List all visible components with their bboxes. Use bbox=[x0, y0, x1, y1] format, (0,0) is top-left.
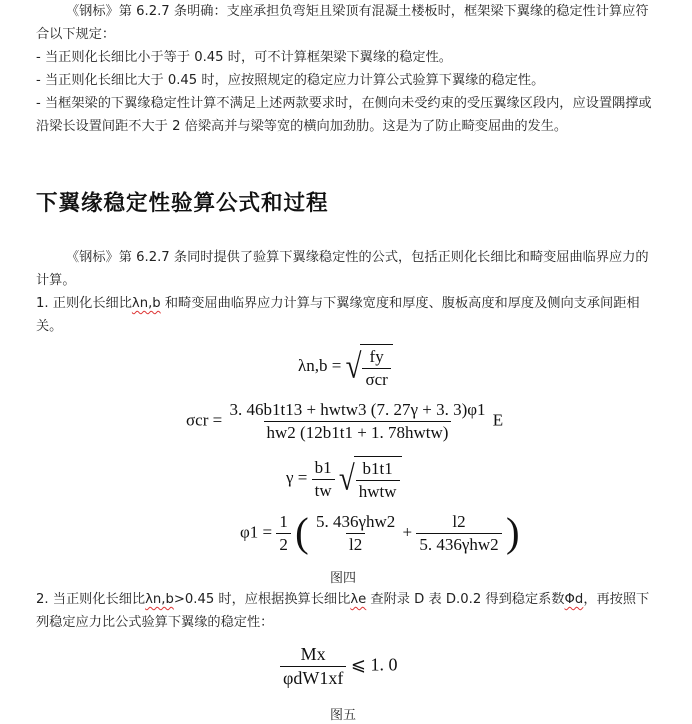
phi-d-symbol: Φd bbox=[564, 592, 584, 607]
formula-2-tail: E bbox=[492, 410, 504, 430]
formula-4-a-numerator: 5. 436γhw2 bbox=[316, 512, 396, 531]
formula-stability-check bbox=[280, 644, 397, 689]
formula-5-rhs: ⩽ 1. 0 bbox=[350, 654, 398, 675]
formula-3-root-denominator: hwtw bbox=[356, 480, 400, 502]
bullet-1: - 当正则化长细比小于等于 0.45 时，可不计算框架梁下翼缘的稳定性。 bbox=[36, 50, 452, 65]
lambda-nb-symbol: λn,b bbox=[131, 296, 161, 311]
bullet-3: - 当框架梁的下翼缘稳定性计算不满足上述两款要求时，在侧向未受约束的受压翼缘区段内，应设置隅撑或沿梁长设置间距不大于 2 倍梁高并与梁等宽的横向加劲肋。这是为了防止畸变屈曲的发生。 bbox=[36, 96, 652, 134]
formula-1-denominator: σcr bbox=[362, 368, 390, 390]
lambda-e-symbol: λe bbox=[350, 592, 367, 607]
formula-1-numerator: fy bbox=[369, 347, 384, 366]
section-heading: 下翼缘稳定性验算公式和过程 bbox=[36, 191, 329, 216]
formula-phi1: φ1 = $\frac{1}{2}$ ( $\frac{\text{5. 436γhw2}}{l2}$ + $\frac{l2}{\text{5. 436γhw2}}$ ) bbox=[240, 510, 520, 556]
formula-lambda-nb bbox=[298, 344, 393, 390]
formula-2-numerator: 3. 46b1t13 + hwtw3 (7. 27γ + 3. 3)φ1 bbox=[229, 400, 486, 419]
formula-2-lhs: σcr = bbox=[186, 410, 223, 430]
list-item-2-mid: >0.45 时，应根据换算长细比 bbox=[173, 592, 351, 607]
formula-sigma-cr bbox=[186, 400, 503, 443]
section-paragraph: 《钢标》第 6.2.7 条同时提供了验算下翼缘稳定性的公式，包括正则化长细比和畸变屈曲临界应力的计算。 bbox=[36, 250, 649, 288]
formula-4-half-denominator: 2 bbox=[276, 533, 291, 555]
lambda-nb-symbol-2: λn,b bbox=[145, 592, 174, 607]
figure-4-caption: 图四 bbox=[330, 571, 357, 586]
intro-paragraph: 《钢标》第 6.2.7 条明确：支座承担负弯矩且梁顶有混凝土楼板时，框架梁下翼缘的稳定性计算应符合以下规定： bbox=[36, 4, 649, 42]
formula-5-fraction bbox=[280, 644, 346, 689]
list-item-2 bbox=[36, 588, 660, 634]
figure-5-caption: 图五 bbox=[330, 708, 357, 723]
list-item-1-prefix: 1. 正则化长细比 bbox=[36, 296, 132, 311]
sqrt-symbol-2: √ $\frac{b1t1}{\text{hwtw}}$ bbox=[339, 456, 402, 502]
formula-4-b-denominator: 5. 436γhw2 bbox=[416, 533, 501, 555]
list-item-2-mid2: 查附录 D 表 D.0.2 得到稳定系数 bbox=[366, 592, 565, 607]
formula-4-term-a bbox=[313, 512, 398, 555]
formula-3-fraction bbox=[312, 458, 335, 501]
formula-1-lhs: λn,b = bbox=[298, 355, 342, 375]
list-item-2-prefix: 2. 当正则化长细比 bbox=[36, 592, 146, 607]
formula-5-numerator: Mx bbox=[300, 644, 326, 664]
formula-5-denominator: φdW1xf bbox=[280, 666, 346, 689]
formula-4-half-numerator: 1 bbox=[279, 512, 288, 531]
formula-4-a-denominator: l2 bbox=[346, 533, 365, 555]
formula-4-term-b bbox=[416, 512, 501, 555]
sqrt-symbol: √ $\frac{fy}{\text{σcr}}$ bbox=[346, 344, 393, 390]
formula-4-b-numerator: l2 bbox=[452, 512, 466, 531]
formula-2-fraction bbox=[226, 400, 488, 443]
formula-3-numerator: b1 bbox=[314, 457, 332, 477]
list-item-1-text: 和畸变屈曲临界应力计算与下翼缘宽度和厚度、腹板高度和厚度及侧向支承间距相关。 bbox=[36, 296, 640, 334]
list-item-1 bbox=[36, 292, 660, 338]
formula-4-half bbox=[276, 512, 291, 555]
formula-2-denominator: hw2 (12b1t1 + 1. 78hwtw) bbox=[264, 421, 452, 443]
formula-4-lhs: φ1 = bbox=[240, 522, 273, 542]
formula-3-lhs: γ = bbox=[286, 467, 308, 487]
bullet-2: - 当正则化长细比大于 0.45 时，应按照规定的稳定应力计算公式验算下翼缘的稳定性。 bbox=[36, 73, 545, 88]
formula-gamma bbox=[286, 456, 402, 502]
formula-3-denominator: tw bbox=[312, 479, 335, 501]
list-item-2-suffix: ，再按照下列稳定应力比公式验算下翼缘的稳定性： bbox=[36, 592, 650, 630]
formula-3-root-numerator: b1t1 bbox=[362, 459, 393, 478]
